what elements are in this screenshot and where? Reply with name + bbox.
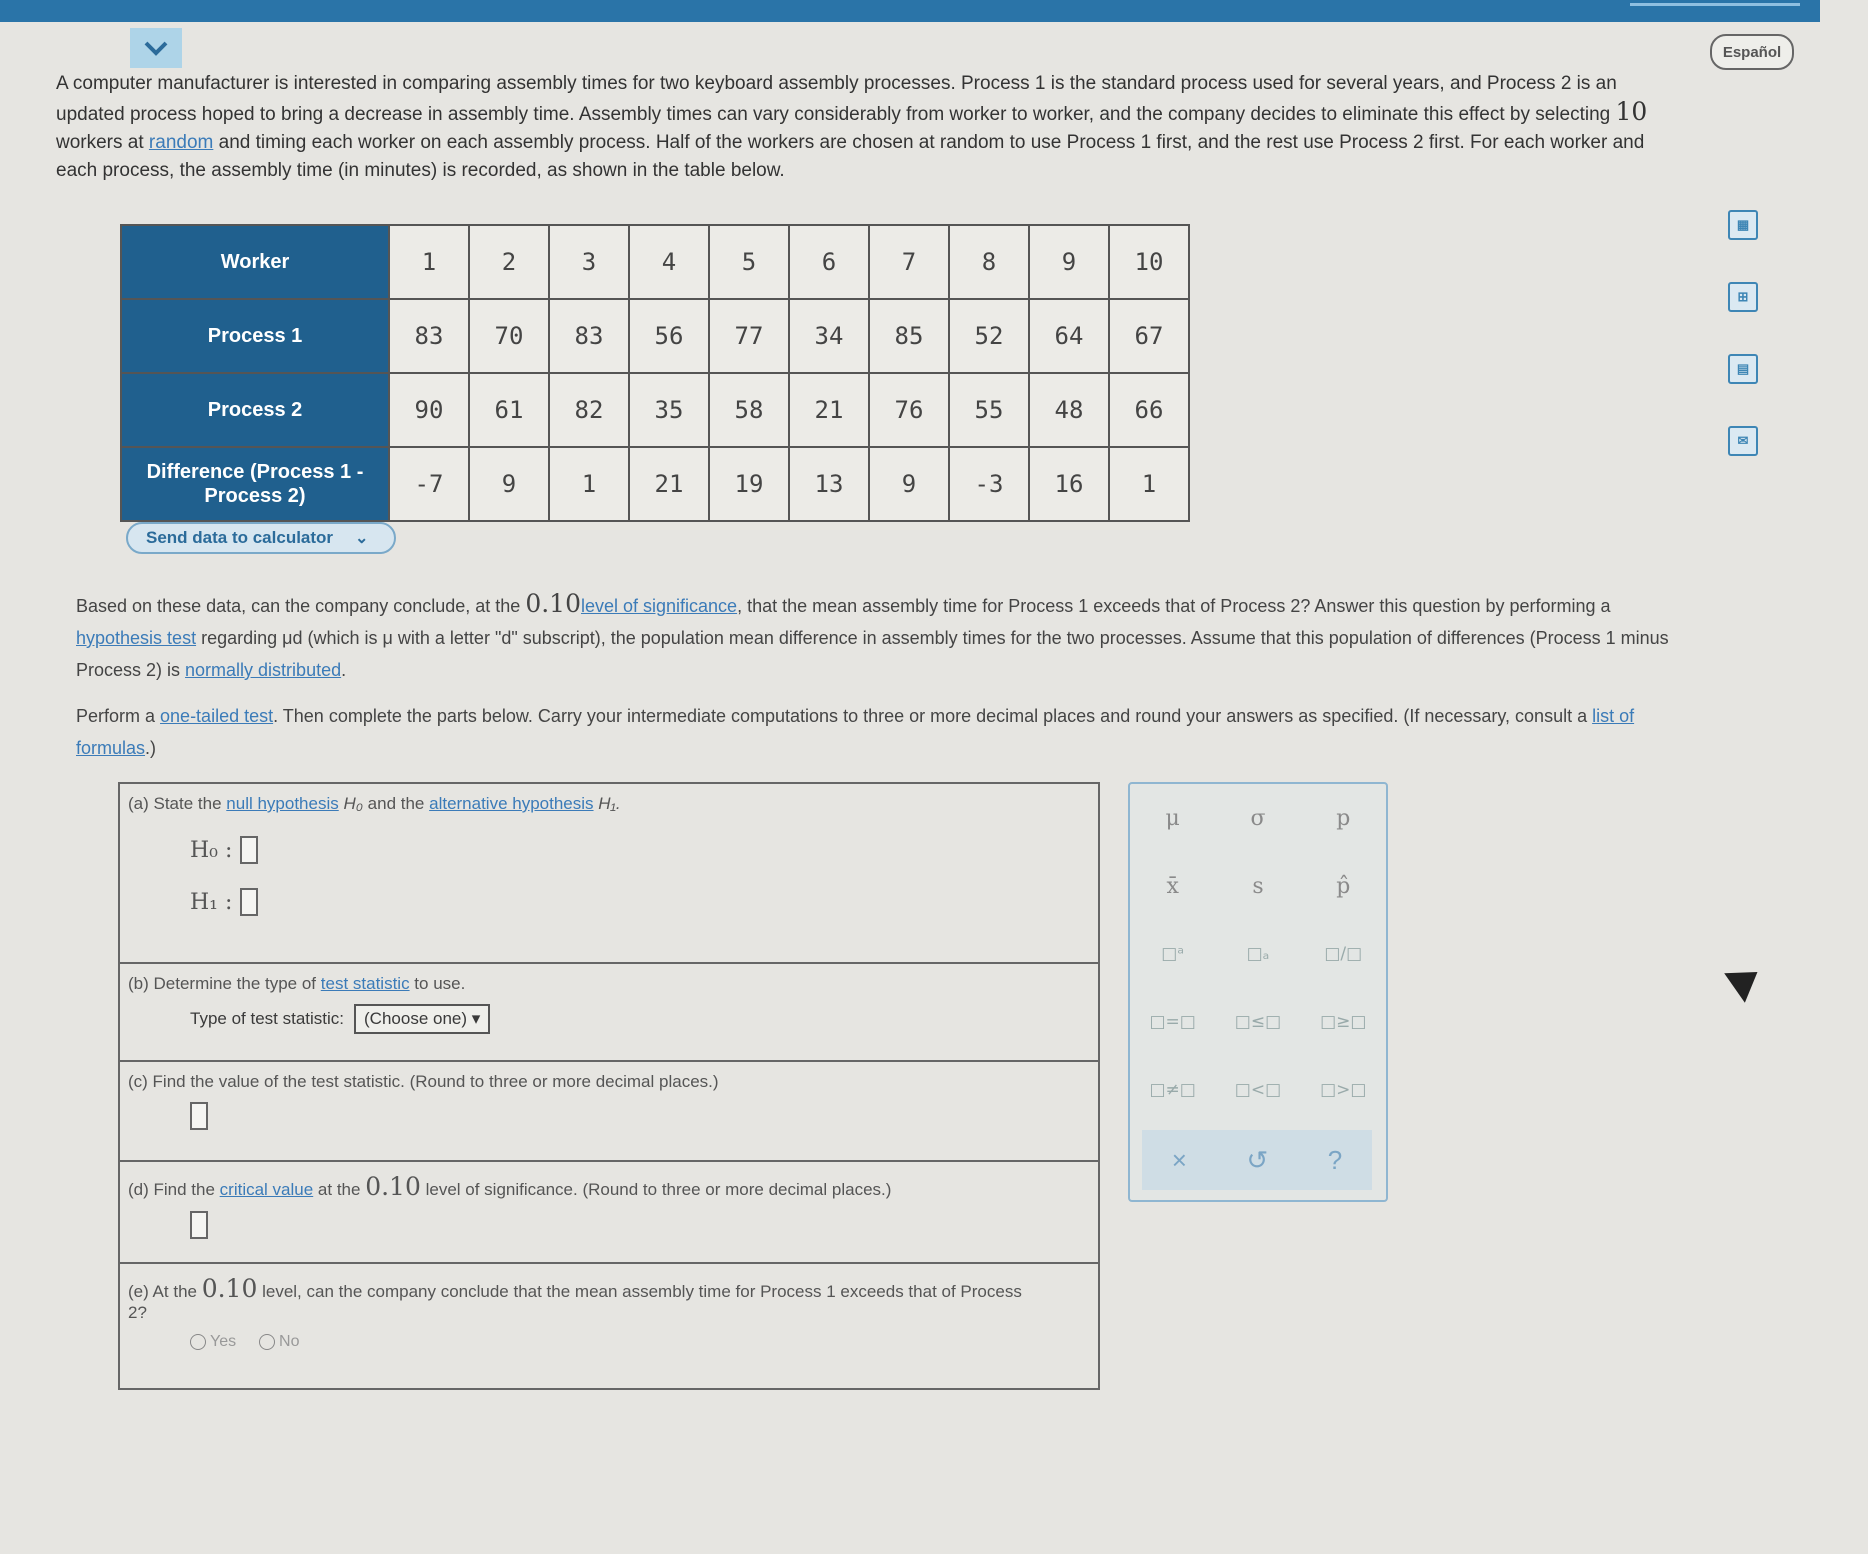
greater-equal-button[interactable]: □≥□ bbox=[1320, 1012, 1367, 1032]
question-text-3: regarding μd (which is μ with a letter "d" subscript), the population mean difference in assembly times for the two processes. Assume that this population of differences (Process 1 minus Process 2) is bbox=[76, 628, 1669, 680]
espanol-button[interactable]: Español bbox=[1710, 34, 1794, 70]
p-button[interactable]: p bbox=[1336, 805, 1351, 831]
table-cell: 9 bbox=[1029, 225, 1109, 299]
part-b-text: (b) Determine the type of bbox=[128, 974, 321, 993]
less-equal-button[interactable]: □≤□ bbox=[1234, 1012, 1282, 1032]
part-e bbox=[120, 1264, 1098, 1388]
math-palette bbox=[1128, 782, 1388, 1202]
select-value: (Choose one) bbox=[364, 1009, 468, 1028]
notes-icon[interactable]: ▤ bbox=[1728, 354, 1758, 384]
test-statistic-row bbox=[120, 1004, 1098, 1034]
table-cell: 9 bbox=[869, 447, 949, 521]
h1-symbol: H₁. bbox=[598, 794, 621, 813]
table-cell: 1 bbox=[549, 447, 629, 521]
no-label: No bbox=[279, 1333, 300, 1350]
fraction-button[interactable]: □/□ bbox=[1324, 944, 1363, 964]
table-row-difference bbox=[121, 447, 1189, 521]
table-cell: 3 bbox=[549, 225, 629, 299]
intro-text-2: workers at bbox=[56, 132, 149, 153]
table-cell: 67 bbox=[1109, 299, 1189, 373]
table-cell: 8 bbox=[949, 225, 1029, 299]
instructions-text-2: . Then complete the parts below. Carry your intermediate computations to three or more decimal places and round your answers as specified. (If necessary, consult a bbox=[273, 706, 1593, 726]
one-tailed-test-link[interactable]: one-tailed test bbox=[160, 706, 274, 726]
part-b bbox=[120, 964, 1098, 1062]
mail-icon[interactable]: ✉ bbox=[1728, 426, 1758, 456]
table-cell: 21 bbox=[629, 447, 709, 521]
less-than-button[interactable]: □<□ bbox=[1234, 1080, 1282, 1100]
instructions-text-1: Perform a bbox=[76, 706, 161, 726]
table-cell: 19 bbox=[709, 447, 789, 521]
row-label-process2: Process 2 bbox=[121, 373, 389, 447]
table-cell: 1 bbox=[1109, 447, 1189, 521]
problem-intro bbox=[56, 70, 1676, 185]
equals-button[interactable]: □=□ bbox=[1149, 1012, 1196, 1032]
palette-row bbox=[1130, 852, 1386, 920]
h0-input[interactable] bbox=[240, 836, 258, 864]
h0-row bbox=[120, 824, 1098, 876]
answer-box bbox=[118, 782, 1100, 1390]
data-table bbox=[120, 224, 1190, 522]
question-text-2: , that the mean assembly time for Process 1 exceeds that of Process 2? Answer this question by performing a bbox=[737, 596, 1611, 616]
table-cell: 76 bbox=[869, 373, 949, 447]
yes-radio[interactable] bbox=[190, 1334, 206, 1350]
normally-distributed-link[interactable]: normally distributed bbox=[185, 660, 342, 680]
part-a bbox=[120, 784, 1098, 964]
table-cell: 21 bbox=[789, 373, 869, 447]
part-c-label: (c) Find the value of the test statistic. (Round to three or more decimal places.) bbox=[128, 1072, 719, 1091]
h1-row bbox=[120, 876, 1098, 928]
table-cell: 2 bbox=[469, 225, 549, 299]
table-cell: 13 bbox=[789, 447, 869, 521]
undo-icon[interactable]: ↺ bbox=[1246, 1144, 1269, 1175]
critical-value-input[interactable] bbox=[190, 1211, 208, 1239]
xbar-button[interactable]: x̄ bbox=[1166, 873, 1179, 899]
table-row-process1 bbox=[121, 299, 1189, 373]
top-bar-accent bbox=[1630, 3, 1800, 6]
table-row-process2 bbox=[121, 373, 1189, 447]
table-cell: 58 bbox=[709, 373, 789, 447]
table-cell: 34 bbox=[789, 299, 869, 373]
part-c bbox=[120, 1062, 1098, 1162]
h1-label: H₁ : bbox=[190, 889, 233, 915]
hypothesis-test-link[interactable]: hypothesis test bbox=[76, 628, 197, 648]
part-d-mid: at the bbox=[313, 1180, 366, 1199]
row-label-difference: Difference (Process 1 - Process 2) bbox=[121, 447, 389, 521]
null-hypothesis-link[interactable]: null hypothesis bbox=[226, 794, 339, 813]
test-statistic-label: Type of test statistic: bbox=[190, 1009, 345, 1028]
palette-actions bbox=[1142, 1130, 1372, 1190]
table-cell: 52 bbox=[949, 299, 1029, 373]
table-cell: 56 bbox=[629, 299, 709, 373]
table-cell: 82 bbox=[549, 373, 629, 447]
part-d-answer-row bbox=[120, 1211, 1098, 1244]
table-cell: 70 bbox=[469, 299, 549, 373]
table-cell: 9 bbox=[469, 447, 549, 521]
part-d bbox=[120, 1162, 1098, 1264]
table-cell: -3 bbox=[949, 447, 1029, 521]
table-cell: 90 bbox=[389, 373, 469, 447]
conclusion-options bbox=[120, 1333, 1098, 1351]
row-label-worker: Worker bbox=[121, 225, 389, 299]
h0-label: H₀ : bbox=[190, 837, 233, 863]
send-data-label: Send data to calculator bbox=[146, 528, 334, 547]
table-cell: 5 bbox=[709, 225, 789, 299]
table-icon[interactable]: ⊞ bbox=[1728, 282, 1758, 312]
chevron-down-icon bbox=[143, 40, 169, 56]
table-cell: 48 bbox=[1029, 373, 1109, 447]
palette-row bbox=[1130, 988, 1386, 1056]
instructions-paragraph bbox=[76, 700, 1676, 764]
palette-row bbox=[1130, 784, 1386, 852]
list-of-formulas-link[interactable]: list of formulas bbox=[76, 706, 1635, 758]
not-equal-button[interactable]: □≠□ bbox=[1149, 1080, 1196, 1100]
part-d-label bbox=[120, 1162, 1098, 1211]
table-cell: 83 bbox=[549, 299, 629, 373]
table-cell: -7 bbox=[389, 447, 469, 521]
row-label-process1: Process 1 bbox=[121, 299, 389, 373]
part-d-suffix: level of significance. (Round to three or more decimal places.) bbox=[420, 1180, 892, 1199]
s-button[interactable]: s bbox=[1252, 873, 1264, 899]
h1-input[interactable] bbox=[240, 888, 258, 916]
mouse-cursor-icon bbox=[1724, 957, 1768, 1003]
part-e-text: (e) At the bbox=[128, 1282, 202, 1301]
help-icon[interactable]: ? bbox=[1327, 1144, 1343, 1175]
table-cell: 64 bbox=[1029, 299, 1109, 373]
table-cell: 83 bbox=[389, 299, 469, 373]
calculator-icon[interactable]: ▦ bbox=[1728, 210, 1758, 240]
table-cell: 10 bbox=[1109, 225, 1189, 299]
test-statistic-input[interactable] bbox=[190, 1102, 208, 1130]
random-link[interactable]: random bbox=[148, 132, 214, 153]
greater-than-button[interactable]: □>□ bbox=[1320, 1080, 1367, 1100]
workers-count: 10 bbox=[1615, 97, 1648, 126]
palette-row bbox=[1130, 920, 1386, 988]
h0-symbol: H₀ bbox=[343, 794, 363, 813]
part-e-suffix: level, can the company conclude that the mean assembly time for Process 1 exceeds that of Process 2? bbox=[128, 1282, 1022, 1322]
part-a-label bbox=[120, 784, 1098, 824]
clear-icon[interactable]: × bbox=[1171, 1144, 1187, 1175]
alpha-value: 0.10 bbox=[525, 589, 581, 618]
question-text-4: . bbox=[341, 660, 347, 680]
yes-label: Yes bbox=[210, 1333, 237, 1350]
part-b-label bbox=[120, 964, 1098, 1004]
question-paragraph bbox=[76, 588, 1676, 686]
palette-row bbox=[1130, 1056, 1386, 1124]
test-statistic-select[interactable]: (Choose one) ▾ bbox=[354, 1004, 490, 1034]
table-cell: 6 bbox=[789, 225, 869, 299]
part-b-suffix: to use. bbox=[409, 974, 466, 993]
part-a-text: (a) State the bbox=[128, 794, 227, 813]
alpha-value: 0.10 bbox=[201, 1274, 258, 1303]
alternative-hypothesis-link[interactable]: alternative hypothesis bbox=[429, 794, 594, 813]
table-cell: 85 bbox=[869, 299, 949, 373]
superscript-button[interactable]: □ᵃ bbox=[1161, 944, 1185, 964]
table-cell: 7 bbox=[869, 225, 949, 299]
instructions-text-3: .) bbox=[145, 738, 157, 758]
table-cell: 16 bbox=[1029, 447, 1109, 521]
intro-text-3: and timing each worker on each assembly process. Half of the workers are chosen at random to use Process 1 first, and the rest use Process 2 first. For each worker and each process, the assembly time (in minutes) is recorded, as shown in the table below. bbox=[56, 132, 1645, 181]
part-c-answer-row bbox=[120, 1102, 1098, 1135]
intro-text-1: A computer manufacturer is interested in comparing assembly times for two keyboard assembly processes. Process 1 is the standard process used for several years, and Process 2 is an updated process hoped to bring a decrease in assembly time. Assembly times can vary considerably from worker to worker, and the company decides to eliminate this effect by selecting bbox=[56, 73, 1617, 125]
part-d-text: (d) Find the bbox=[128, 1180, 220, 1199]
collapse-button[interactable] bbox=[130, 28, 182, 68]
side-toolbar bbox=[1728, 210, 1758, 498]
table-cell: 61 bbox=[469, 373, 549, 447]
critical-value-link[interactable]: critical value bbox=[219, 1180, 314, 1199]
table-cell: 1 bbox=[389, 225, 469, 299]
no-radio[interactable] bbox=[259, 1334, 275, 1350]
subscript-button[interactable]: □ₐ bbox=[1246, 944, 1270, 964]
question-text-1: Based on these data, can the company conclude, at the bbox=[76, 596, 526, 616]
table-cell: 4 bbox=[629, 225, 709, 299]
sigma-button[interactable]: σ bbox=[1250, 805, 1266, 831]
table-row-worker bbox=[121, 225, 1189, 299]
mu-button[interactable]: μ bbox=[1165, 805, 1180, 831]
alpha-value: 0.10 bbox=[365, 1172, 421, 1201]
top-bar bbox=[0, 0, 1820, 22]
send-data-button[interactable] bbox=[126, 522, 396, 554]
test-statistic-link[interactable]: test statistic bbox=[320, 974, 410, 993]
table-cell: 66 bbox=[1109, 373, 1189, 447]
table-cell: 77 bbox=[709, 299, 789, 373]
table-cell: 55 bbox=[949, 373, 1029, 447]
significance-link[interactable]: level of significance bbox=[580, 596, 738, 616]
part-e-label bbox=[120, 1264, 1098, 1333]
chevron-down-icon: ⌄ bbox=[355, 530, 369, 547]
table-cell: 35 bbox=[629, 373, 709, 447]
phat-button[interactable]: p̂ bbox=[1336, 873, 1351, 899]
part-a-mid: and the bbox=[362, 794, 430, 813]
